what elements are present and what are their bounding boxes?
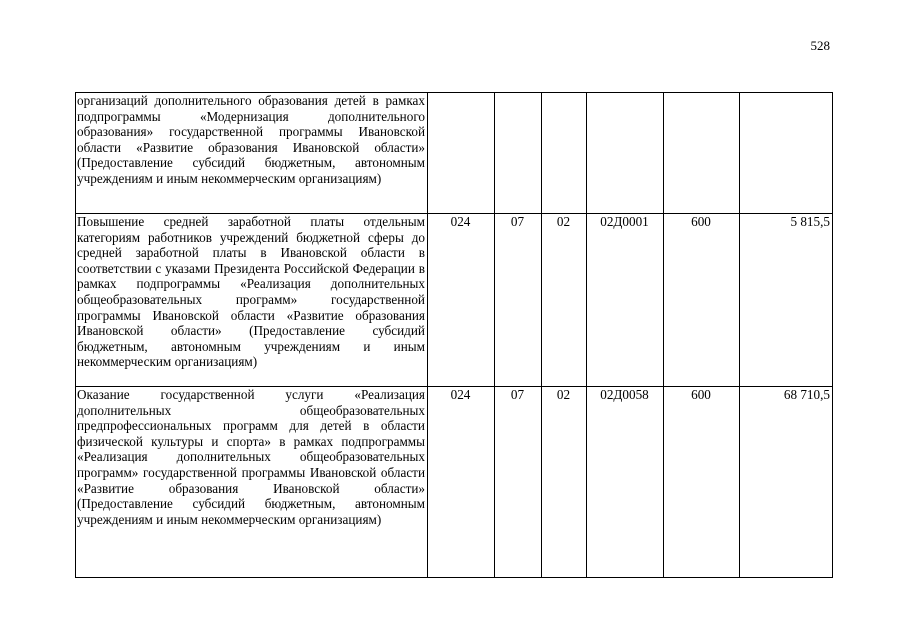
row-amount: 68 710,5: [740, 387, 833, 578]
row-target-code: 02Д0001: [587, 214, 664, 387]
budget-table: [75, 92, 833, 578]
row-description: организаций дополнительного образования детей в рамках подпрограммы «Модернизация дополнительного образования» государственной программы Ивановской области «Развитие образования Ивановской области» (Предоставление субсидий бюджетным, автономным учреждениям и иным некоммерческим организациям): [76, 93, 428, 214]
row-expense-type: 600: [664, 214, 740, 387]
row-target-code: 02Д0058: [587, 387, 664, 578]
row-subsection-code: [542, 93, 587, 214]
row-description: Повышение средней заработной платы отдельным категориям работников учреждений бюджетной сферы до средней заработной платы в Ивановской области в соответствии с указами Президента Российской Федерации в рамках подпрограммы «Реализация дополнительных общеобразовательных программ» государственной программы Ивановской области «Развитие образования Ивановской области» (Предоставление субсидий бюджетным, автономным учреждениям и иным некоммерческим организациям): [76, 214, 428, 387]
row-expense-type: [664, 93, 740, 214]
row-section-code: 07: [495, 214, 542, 387]
row-ministry-code: 024: [428, 214, 495, 387]
row-amount: 5 815,5: [740, 214, 833, 387]
table-row: [76, 387, 833, 578]
table-row: [76, 93, 833, 214]
row-target-code: [587, 93, 664, 214]
row-section-code: 07: [495, 387, 542, 578]
row-amount: [740, 93, 833, 214]
row-section-code: [495, 93, 542, 214]
row-subsection-code: 02: [542, 387, 587, 578]
row-description: Оказание государственной услуги «Реализация дополнительных общеобразовательных предпрофессиональных программ для детей в области физической культуры и спорта» в рамках подпрограммы «Реализация дополнительных общеобразовательных программ» государственной программы Ивановской области «Развитие образования Ивановской области» (Предоставление субсидий бюджетным, автономным учреждениям и иным некоммерческим организациям): [76, 387, 428, 578]
page-number: 528: [810, 38, 830, 53]
table-row: [76, 214, 833, 387]
row-ministry-code: [428, 93, 495, 214]
row-ministry-code: 024: [428, 387, 495, 578]
row-subsection-code: 02: [542, 214, 587, 387]
row-expense-type: 600: [664, 387, 740, 578]
